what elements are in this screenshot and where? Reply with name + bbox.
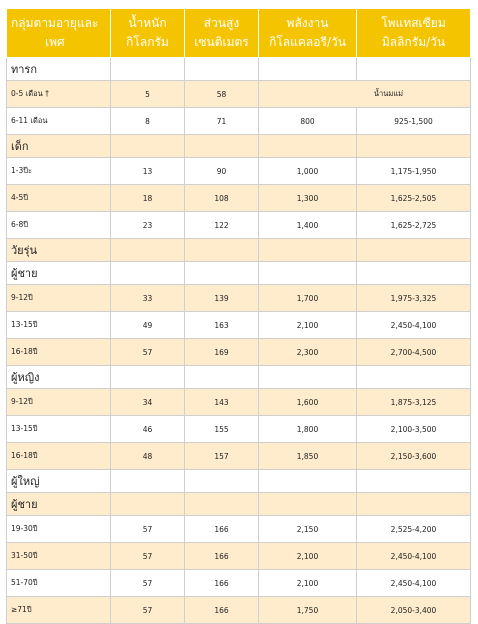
weight-cell: 13: [111, 158, 185, 185]
group-row: [7, 58, 471, 81]
header-weight: [111, 9, 185, 58]
header-height-line1: ส่วนสูง: [203, 16, 240, 30]
weight-cell: [111, 135, 185, 158]
energy-cell: 1,800: [259, 416, 357, 443]
table-row: [7, 285, 471, 312]
height-cell: 143: [185, 389, 259, 416]
energy-cell: 1,000: [259, 158, 357, 185]
header-row: [7, 9, 471, 58]
height-cell: [185, 493, 259, 516]
potassium-cell: 1,625-2,725: [357, 212, 471, 239]
age-group-cell: 13-15ปี: [7, 312, 111, 339]
height-cell: 122: [185, 212, 259, 239]
table-row: [7, 158, 471, 185]
header-height: [185, 9, 259, 58]
potassium-cell: 1,175-1,950: [357, 158, 471, 185]
energy-cell: 1,850: [259, 443, 357, 470]
table-row: [7, 81, 471, 108]
group-label: เด็ก: [7, 135, 111, 158]
weight-cell: [111, 470, 185, 493]
weight-cell: 57: [111, 543, 185, 570]
energy-cell: 1,400: [259, 212, 357, 239]
weight-cell: 57: [111, 516, 185, 543]
height-cell: 139: [185, 285, 259, 312]
potassium-cell: 1,975-3,325: [357, 285, 471, 312]
header-potassium: [357, 9, 471, 58]
energy-cell: [259, 493, 357, 516]
potassium-cell: 2,450-4,100: [357, 543, 471, 570]
energy-cell: 2,150: [259, 516, 357, 543]
group-label: วัยรุ่น: [7, 239, 111, 262]
energy-cell: 1,300: [259, 185, 357, 212]
height-cell: 163: [185, 312, 259, 339]
potassium-cell: [357, 262, 471, 285]
height-cell: 166: [185, 516, 259, 543]
age-group-cell: 9-12ปี: [7, 389, 111, 416]
potassium-cell: [357, 366, 471, 389]
height-cell: [185, 239, 259, 262]
weight-cell: 8: [111, 108, 185, 135]
table-row: [7, 389, 471, 416]
header-energy-line2: กิโลแคลอรี/วัน: [269, 35, 346, 49]
table-row: [7, 443, 471, 470]
weight-cell: 57: [111, 339, 185, 366]
group-label: ผู้ใหญ่: [7, 470, 111, 493]
energy-cell: [259, 262, 357, 285]
group-label: ทารก: [7, 58, 111, 81]
energy-cell: 2,100: [259, 312, 357, 339]
height-cell: [185, 58, 259, 81]
age-group-cell: ≥71ปี: [7, 597, 111, 624]
header-potassium-line2: มิลลิกรัม/วัน: [381, 35, 446, 49]
height-cell: 155: [185, 416, 259, 443]
potassium-cell: 2,100-3,500: [357, 416, 471, 443]
group-row: [7, 135, 471, 158]
weight-cell: [111, 366, 185, 389]
height-cell: [185, 366, 259, 389]
height-cell: [185, 135, 259, 158]
table-row: [7, 212, 471, 239]
height-cell: 108: [185, 185, 259, 212]
potassium-cell: [357, 239, 471, 262]
age-group-cell: 13-15ปี: [7, 416, 111, 443]
group-row: [7, 262, 471, 285]
header-weight-line2: กิโลกรัม: [126, 35, 169, 49]
header-energy-line1: พลังงาน: [286, 16, 329, 30]
weight-cell: 34: [111, 389, 185, 416]
potassium-cell: 2,450-4,100: [357, 570, 471, 597]
potassium-cell: 2,450-4,100: [357, 312, 471, 339]
weight-cell: [111, 58, 185, 81]
table-row: [7, 570, 471, 597]
weight-cell: 48: [111, 443, 185, 470]
weight-cell: [111, 262, 185, 285]
potassium-cell: 2,050-3,400: [357, 597, 471, 624]
energy-cell: [259, 470, 357, 493]
height-cell: 157: [185, 443, 259, 470]
height-cell: 71: [185, 108, 259, 135]
age-group-cell: 1-3ปีะ: [7, 158, 111, 185]
potassium-cell: 925-1,500: [357, 108, 471, 135]
header-potassium-line1: โพแทสเซียม: [381, 16, 446, 30]
potassium-cell: 2,700-4,500: [357, 339, 471, 366]
height-cell: 166: [185, 597, 259, 624]
energy-cell: 1,750: [259, 597, 357, 624]
potassium-cell: 2,150-3,600: [357, 443, 471, 470]
group-label: ผู้หญิง: [7, 366, 111, 389]
weight-cell: 18: [111, 185, 185, 212]
energy-cell: [259, 58, 357, 81]
energy-cell: [259, 366, 357, 389]
energy-cell: [259, 239, 357, 262]
header-age-group: [7, 9, 111, 58]
header-height-line2: เซนติเมตร: [194, 35, 249, 49]
header-weight-line1: น้ำหนัก: [128, 16, 167, 30]
height-cell: 90: [185, 158, 259, 185]
height-cell: 166: [185, 570, 259, 597]
weight-cell: 57: [111, 597, 185, 624]
height-cell: [185, 262, 259, 285]
table-row: [7, 185, 471, 212]
table-row: [7, 516, 471, 543]
nutrient-table: [6, 8, 471, 624]
energy-cell: 2,100: [259, 570, 357, 597]
age-group-cell: 51-70ปี: [7, 570, 111, 597]
age-group-cell: 4-5ปี: [7, 185, 111, 212]
header-energy: [259, 9, 357, 58]
weight-cell: 57: [111, 570, 185, 597]
table-row: [7, 543, 471, 570]
table-row: [7, 312, 471, 339]
age-group-cell: 19-30ปี: [7, 516, 111, 543]
weight-cell: [111, 239, 185, 262]
age-group-cell: 0-5 เดือน †: [7, 81, 111, 108]
table-row: [7, 597, 471, 624]
group-label: ผู้ชาย: [7, 262, 111, 285]
potassium-cell: [357, 493, 471, 516]
potassium-cell: 1,875-3,125: [357, 389, 471, 416]
potassium-cell: 1,625-2,505: [357, 185, 471, 212]
group-row: [7, 493, 471, 516]
height-cell: 169: [185, 339, 259, 366]
height-cell: [185, 470, 259, 493]
table-row: [7, 416, 471, 443]
energy-cell: 2,300: [259, 339, 357, 366]
weight-cell: 23: [111, 212, 185, 239]
age-group-cell: 16-18ปี: [7, 443, 111, 470]
potassium-cell: [357, 135, 471, 158]
group-row: [7, 239, 471, 262]
potassium-cell: [357, 470, 471, 493]
table-row: [7, 339, 471, 366]
energy-cell: 2,100: [259, 543, 357, 570]
potassium-cell: 2,525-4,200: [357, 516, 471, 543]
weight-cell: [111, 493, 185, 516]
potassium-cell: [357, 58, 471, 81]
group-row: [7, 366, 471, 389]
weight-cell: 49: [111, 312, 185, 339]
breastmilk-note: น้ำนมแม่: [373, 89, 404, 98]
weight-cell: 33: [111, 285, 185, 312]
group-row: [7, 470, 471, 493]
energy-cell: 800: [259, 108, 357, 135]
age-group-cell: 31-50ปี: [7, 543, 111, 570]
weight-cell: 46: [111, 416, 185, 443]
age-group-cell: 6-8ปี: [7, 212, 111, 239]
height-cell: 166: [185, 543, 259, 570]
energy-cell: 1,600: [259, 389, 357, 416]
energy-cell: [259, 135, 357, 158]
breastmilk-note-cell: [259, 81, 471, 108]
height-cell: 58: [185, 81, 259, 108]
group-label: ผู้ชาย: [7, 493, 111, 516]
table-row: [7, 108, 471, 135]
weight-cell: 5: [111, 81, 185, 108]
header-age-group-line1: กลุ่มตามอายุและ: [11, 16, 99, 30]
age-group-cell: 6-11 เดือน: [7, 108, 111, 135]
age-group-cell: 9-12ปี: [7, 285, 111, 312]
energy-cell: 1,700: [259, 285, 357, 312]
table-body: [7, 58, 471, 624]
header-age-group-line2: เพศ: [45, 35, 65, 49]
age-group-cell: 16-18ปี: [7, 339, 111, 366]
